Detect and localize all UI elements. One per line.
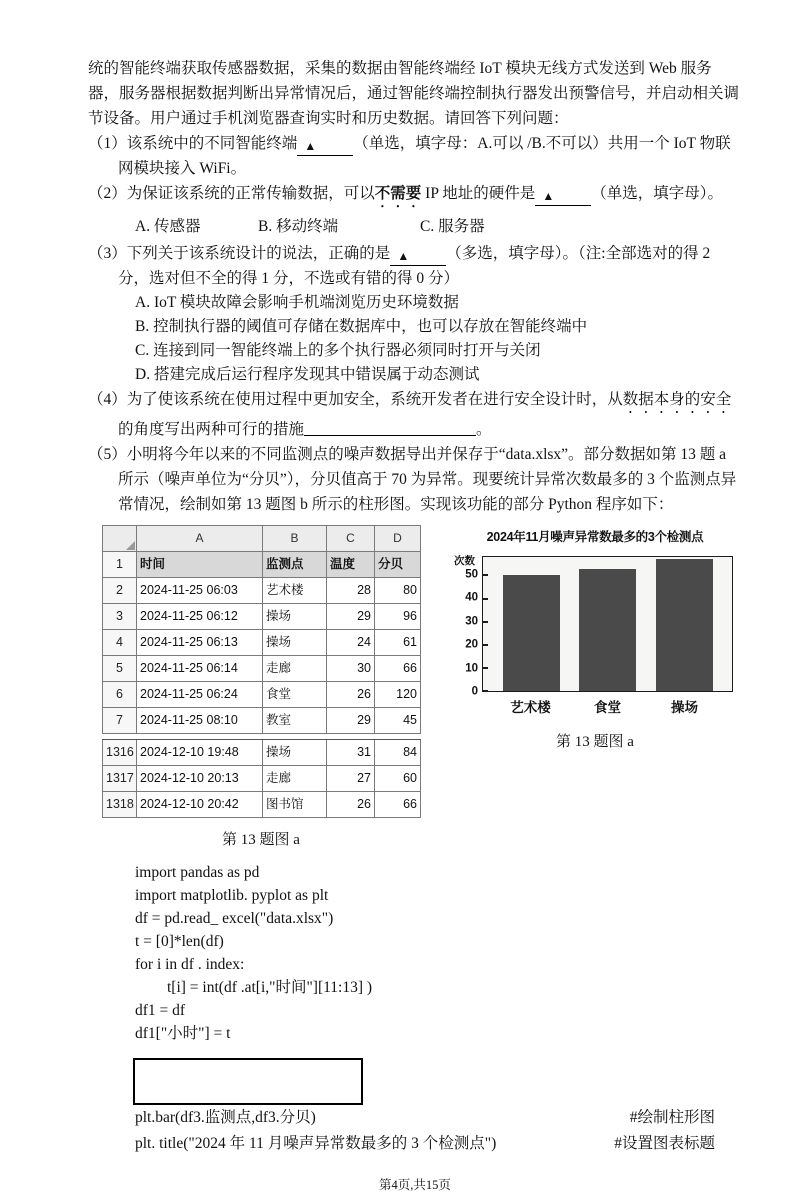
chart-title: 2024年11月噪声异常数最多的3个检测点 [486, 530, 704, 544]
bar-食堂 [579, 569, 636, 691]
y-tick-mark [483, 598, 488, 600]
y-tick-mark [483, 690, 488, 692]
spreadsheet-table [102, 525, 421, 818]
row-number: 3 [103, 604, 137, 630]
cell: 45 [375, 708, 421, 734]
cell: 2024-11-25 06:03 [137, 578, 263, 604]
question-1-text-after: （单选，填字母：A.可以 /B.不可以）共用一个 IoT 物联网模块接入 WiFi。 [118, 135, 731, 177]
column-header-c: C [327, 526, 375, 552]
code-line: import matplotlib. pyplot as plt [135, 887, 329, 904]
question-1 [88, 131, 742, 181]
header-cell-db: 分贝 [375, 552, 421, 578]
code-line: plt. title("2024 年 11 月噪声异常数最多的 3 个检测点") [135, 1135, 497, 1152]
x-category-label: 操场 [671, 700, 698, 715]
row-number: 2 [103, 578, 137, 604]
y-tick-label: 50 [465, 568, 478, 581]
row-number: 6 [103, 682, 137, 708]
answer-box [133, 1058, 363, 1105]
code-line: plt.bar(df3.监测点,df3.分贝) [135, 1109, 316, 1126]
row-number: 7 [103, 708, 137, 734]
select-all-corner [103, 526, 137, 552]
question-3-text-after: （多选，填字母）。（注:全部选对的得 2 分，选对但不全的得 1 分，不选或有错的得 0 分） [118, 245, 711, 287]
page-footer: 第4页,共15页 [379, 1178, 451, 1192]
table-row [103, 630, 421, 656]
figures-row [102, 525, 742, 853]
question-5-text: 小明将今年以来的不同监测点的噪声数据导出并保存于“data.xlsx”。部分数据如第 13 题 a 所示（噪声单位为“分贝”），分贝值高于 70 为异常。现要统计异常次数最多的 3 个监测点异常情况，绘制如第 13 题图 b 所示的柱形图。实现该功能的部分 Python 程序如下： [118, 446, 737, 513]
cell: 96 [375, 604, 421, 630]
answer-blank-1: ▲ [297, 138, 353, 156]
question-5-number: （5） [88, 446, 127, 463]
cell: 61 [375, 630, 421, 656]
option-3c: C. 连接到同一智能终端上的多个执行器必须同时打开与关闭 [135, 342, 541, 359]
header-cell-temp: 温度 [327, 552, 375, 578]
y-axis-label: 次数 [454, 555, 475, 567]
chart-body [454, 555, 733, 698]
question-4-number: （4） [88, 391, 127, 408]
table-row [103, 682, 421, 708]
y-tick-mark [483, 621, 488, 623]
option-2c: C. 服务器 [420, 218, 485, 235]
y-tick-label: 20 [465, 638, 478, 651]
code-line: df1 = df [135, 1002, 186, 1019]
x-category-label: 艺术楼 [510, 700, 551, 715]
question-2-number: （2） [88, 185, 127, 202]
row-number: 1317 [103, 766, 137, 792]
cell: 30 [327, 656, 375, 682]
bar-操场 [656, 559, 713, 691]
question-4-text-after: 的角度写出两种可行的措施 [118, 421, 305, 438]
question-2 [88, 181, 742, 211]
header-cell-time: 时间 [137, 552, 263, 578]
question-3 [88, 241, 742, 291]
y-tick-label: 0 [471, 685, 478, 698]
table-row [103, 792, 421, 818]
column-header-b: B [263, 526, 327, 552]
row-number: 1318 [103, 792, 137, 818]
cell: 26 [327, 792, 375, 818]
cell: 2024-12-10 20:13 [137, 766, 263, 792]
cell: 2024-12-10 20:42 [137, 792, 263, 818]
answer-blank-4 [304, 417, 476, 436]
cell: 84 [375, 740, 421, 766]
table-row [103, 766, 421, 792]
cell: 66 [375, 792, 421, 818]
chart-yaxis [457, 556, 482, 698]
option-2b: B. 移动终端 [258, 218, 339, 235]
chart-plot [482, 556, 733, 692]
code-comment: #绘制柱形图 [629, 1109, 715, 1126]
spreadsheet-figure [102, 525, 420, 853]
cell: 29 [327, 604, 375, 630]
column-header-a: A [137, 526, 263, 552]
cell: 24 [327, 630, 375, 656]
cell: 走廊 [263, 656, 327, 682]
cell: 66 [375, 656, 421, 682]
cell: 29 [327, 708, 375, 734]
question-4-text-before: 为了使该系统在使用过程中更加安全，系统开发者在进行安全设计时，从 [126, 391, 623, 408]
option-3d: D. 搭建完成后运行程序发现其中错误属于动态测试 [135, 366, 480, 383]
code-line: for i in df . index: [135, 956, 245, 973]
question-5 [88, 442, 742, 517]
cell: 图书馆 [263, 792, 327, 818]
question-4-emphasis: 数据本身的安全 [622, 391, 732, 408]
table-row [103, 656, 421, 682]
table-caption: 第 13 题图 a [222, 832, 300, 848]
cell: 艺术楼 [263, 578, 327, 604]
code-tail-line [135, 1131, 715, 1157]
code-line: df = pd.read_ excel("data.xlsx") [135, 910, 334, 927]
question-2-text-before: 为保证该系统的正常传输数据，可以 [126, 185, 375, 202]
cell: 80 [375, 578, 421, 604]
cell: 操场 [263, 740, 327, 766]
chart-bars [483, 557, 732, 691]
row-number: 4 [103, 630, 137, 656]
cell: 26 [327, 682, 375, 708]
code-block [135, 861, 742, 1045]
y-tick-mark [483, 644, 488, 646]
answer-blank-2: ▲ [535, 188, 591, 206]
cell: 操场 [263, 604, 327, 630]
question-2-text-after: （单选，填字母）。 [591, 185, 724, 202]
code-tail-line [135, 1105, 715, 1131]
code-line: t = [0]*len(df) [135, 933, 224, 950]
option-3b: B. 控制执行器的阈值可存储在数据库中，也可以存放在智能终端中 [135, 318, 588, 335]
cell: 2024-11-25 08:10 [137, 708, 263, 734]
question-1-number: （1） [88, 135, 127, 152]
table-header-row [103, 552, 421, 578]
cell: 教室 [263, 708, 327, 734]
question-2-options [88, 214, 742, 239]
cell: 走廊 [263, 766, 327, 792]
row-number: 1 [103, 552, 137, 578]
code-comment: #设置图表标题 [614, 1135, 715, 1152]
table-row [103, 708, 421, 734]
cell: 31 [327, 740, 375, 766]
y-tick-label: 30 [465, 615, 478, 628]
cell: 2024-11-25 06:12 [137, 604, 263, 630]
chart-figure [454, 525, 733, 853]
cell: 27 [327, 766, 375, 792]
chart-caption: 第 13 题图 a [556, 734, 634, 750]
bar-chart [454, 525, 733, 720]
cell: 食堂 [263, 682, 327, 708]
cell: 2024-11-25 06:14 [137, 656, 263, 682]
table-row [103, 740, 421, 766]
question-3-number: （3） [88, 245, 127, 262]
row-number: 5 [103, 656, 137, 682]
cell: 28 [327, 578, 375, 604]
cell: 2024-11-25 06:13 [137, 630, 263, 656]
answer-blank-3: ▲ [390, 248, 446, 266]
cell: 2024-12-10 19:48 [137, 740, 263, 766]
question-2-text-mid: IP 地址的硬件是 [421, 185, 536, 202]
question-2-emphasis: 不需要 [374, 185, 422, 202]
question-1-text-before: 该系统中的不同智能终端 [126, 135, 298, 152]
column-header-row [103, 526, 421, 552]
y-tick-mark [483, 667, 488, 669]
intro-paragraph: 统的智能终端获取传感器数据，采集的数据由智能终端经 IoT 模块无线方式发送到 Web 服务器，服务器根据数据判断出异常情况后，通过智能终端控制执行器发出预警信号，并启动相关调节设备。用户通过手机浏览器查询实时和历史数据。请回答下列问题： [88, 60, 740, 127]
cell: 120 [375, 682, 421, 708]
cell: 操场 [263, 630, 327, 656]
y-tick-mark [483, 574, 488, 576]
row-number: 1316 [103, 740, 137, 766]
y-tick-label: 10 [465, 662, 478, 675]
option-2a: A. 传感器 [135, 218, 201, 235]
cell: 60 [375, 766, 421, 792]
x-category-label: 食堂 [594, 700, 621, 715]
y-tick-label: 40 [465, 591, 478, 604]
cell: 2024-11-25 06:24 [137, 682, 263, 708]
code-line: df1["小时"] = t [135, 1025, 231, 1042]
bar-艺术楼 [503, 575, 560, 691]
column-header-d: D [375, 526, 421, 552]
code-line: t[i] = int(df .at[i,"时间"][11:13] ) [167, 979, 373, 996]
table-row [103, 604, 421, 630]
code-line: import pandas as pd [135, 864, 260, 881]
table-row [103, 578, 421, 604]
header-cell-site: 监测点 [263, 552, 327, 578]
option-3a: A. IoT 模块故障会影响手机端浏览历史环境数据 [135, 294, 459, 311]
question-4-period: 。 [476, 421, 492, 438]
question-4 [88, 387, 742, 442]
chart-categories [482, 695, 733, 720]
question-3-text-before: 下列关于该系统设计的说法，正确的是 [126, 245, 391, 262]
